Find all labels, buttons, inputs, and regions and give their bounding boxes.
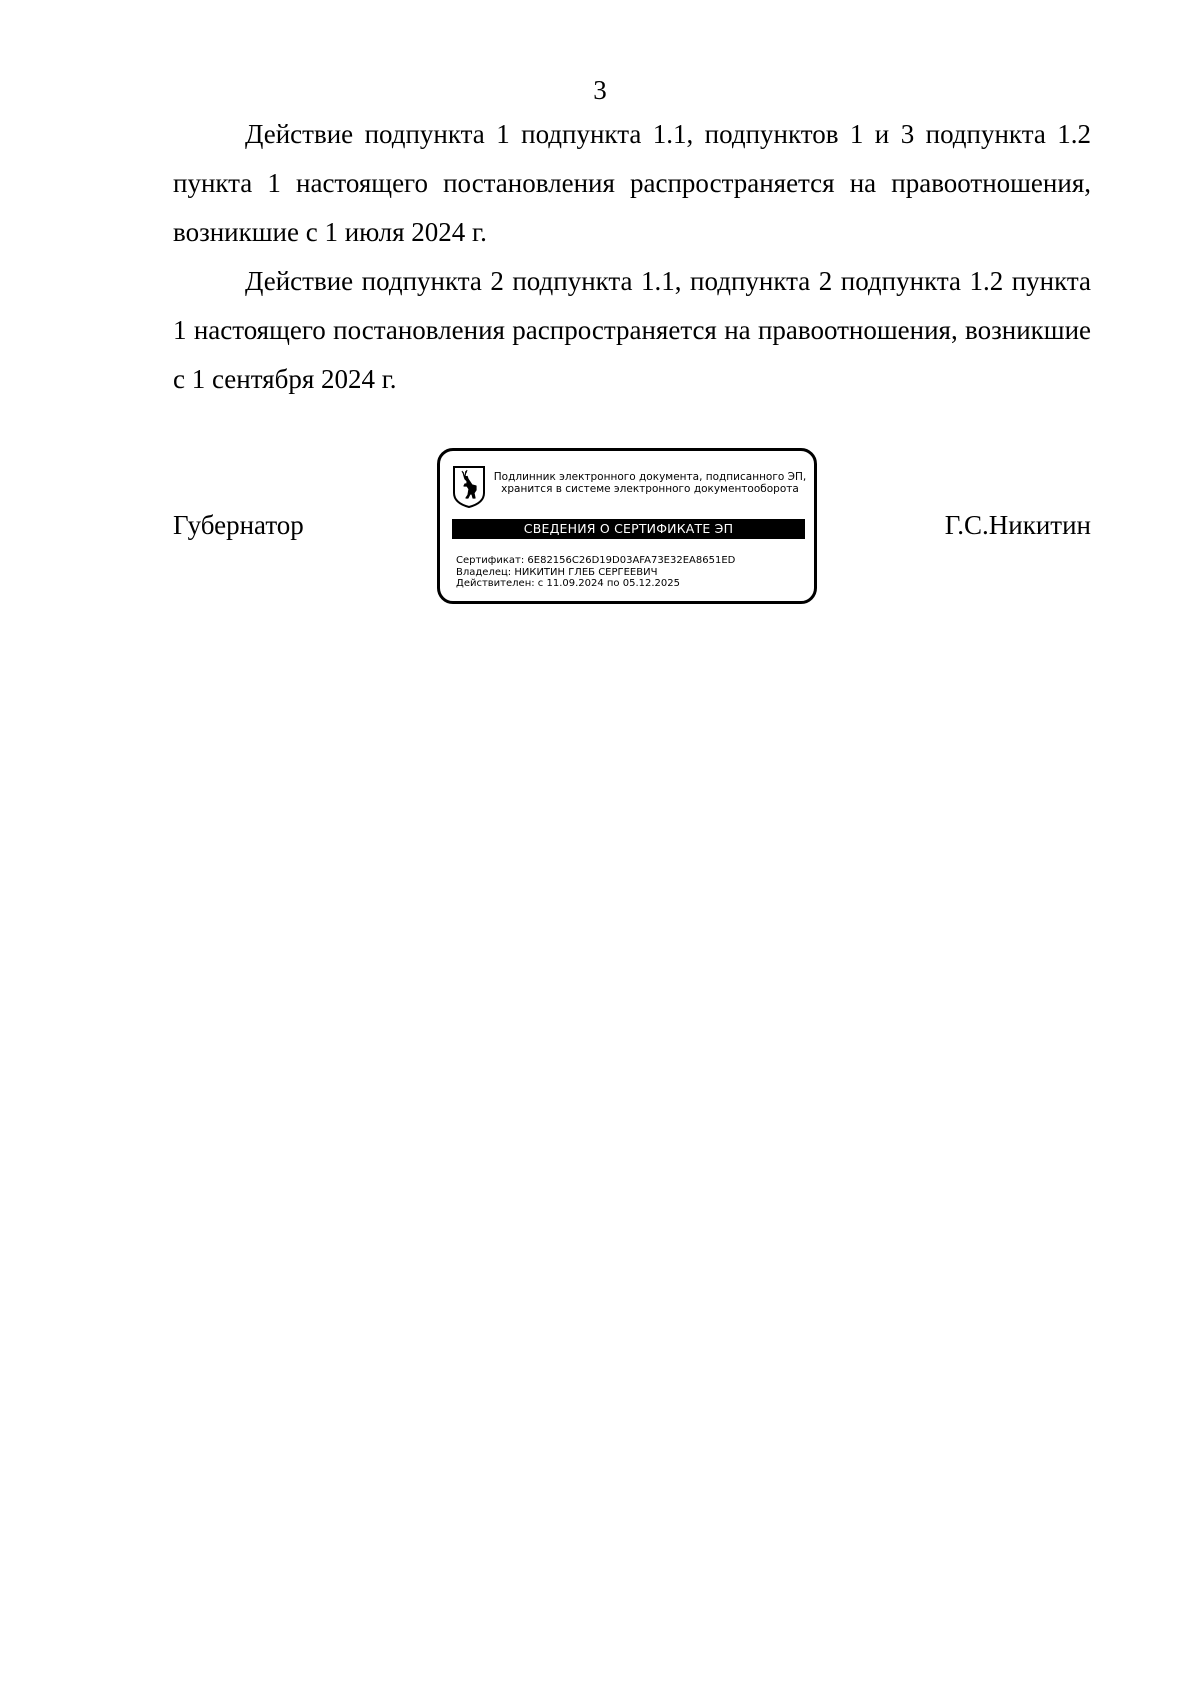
certificate-details <box>456 555 808 590</box>
signature-block <box>173 448 1091 610</box>
certificate-owner: Владелец: НИКИТИН ГЛЕБ СЕРГЕЕВИЧ <box>456 566 658 578</box>
certificate-number: Сертификат: 6E82156C26D19D03AFA73E32EA8651ED <box>456 555 736 566</box>
stamp-title-bar: СВЕДЕНИЯ О СЕРТИФИКАТЕ ЭП <box>452 519 805 539</box>
stamp-header <box>490 471 810 495</box>
page-number: 3 <box>593 75 607 105</box>
electronic-signature-stamp <box>437 448 817 604</box>
paragraph-2: Действие подпункта 2 подпункта 1.1, подпункта 2 подпункта 1.2 пункта 1 настоящего постановления распространяется на правоотношения, возникшие с 1 сентября 2024 г. <box>173 266 1091 394</box>
deer-coat-of-arms-icon <box>452 465 486 509</box>
certificate-validity: Действителен: с 11.09.2024 по 05.12.2025 <box>456 578 680 589</box>
paragraph-1: Действие подпункта 1 подпункта 1.1, подпунктов 1 и 3 подпункта 1.2 пункта 1 настоящего постановления распространяется на правоотношения, возникшие с 1 июля 2024 г. <box>173 119 1091 247</box>
stamp-header-line2: хранится в системе электронного документооборота <box>501 483 799 495</box>
signer-name: Г.С.Никитин <box>944 510 1091 540</box>
signer-position: Губернатор <box>173 510 304 540</box>
stamp-header-line1: Подлинник электронного документа, подписанного ЭП, <box>493 471 807 483</box>
document-body <box>173 110 1091 404</box>
